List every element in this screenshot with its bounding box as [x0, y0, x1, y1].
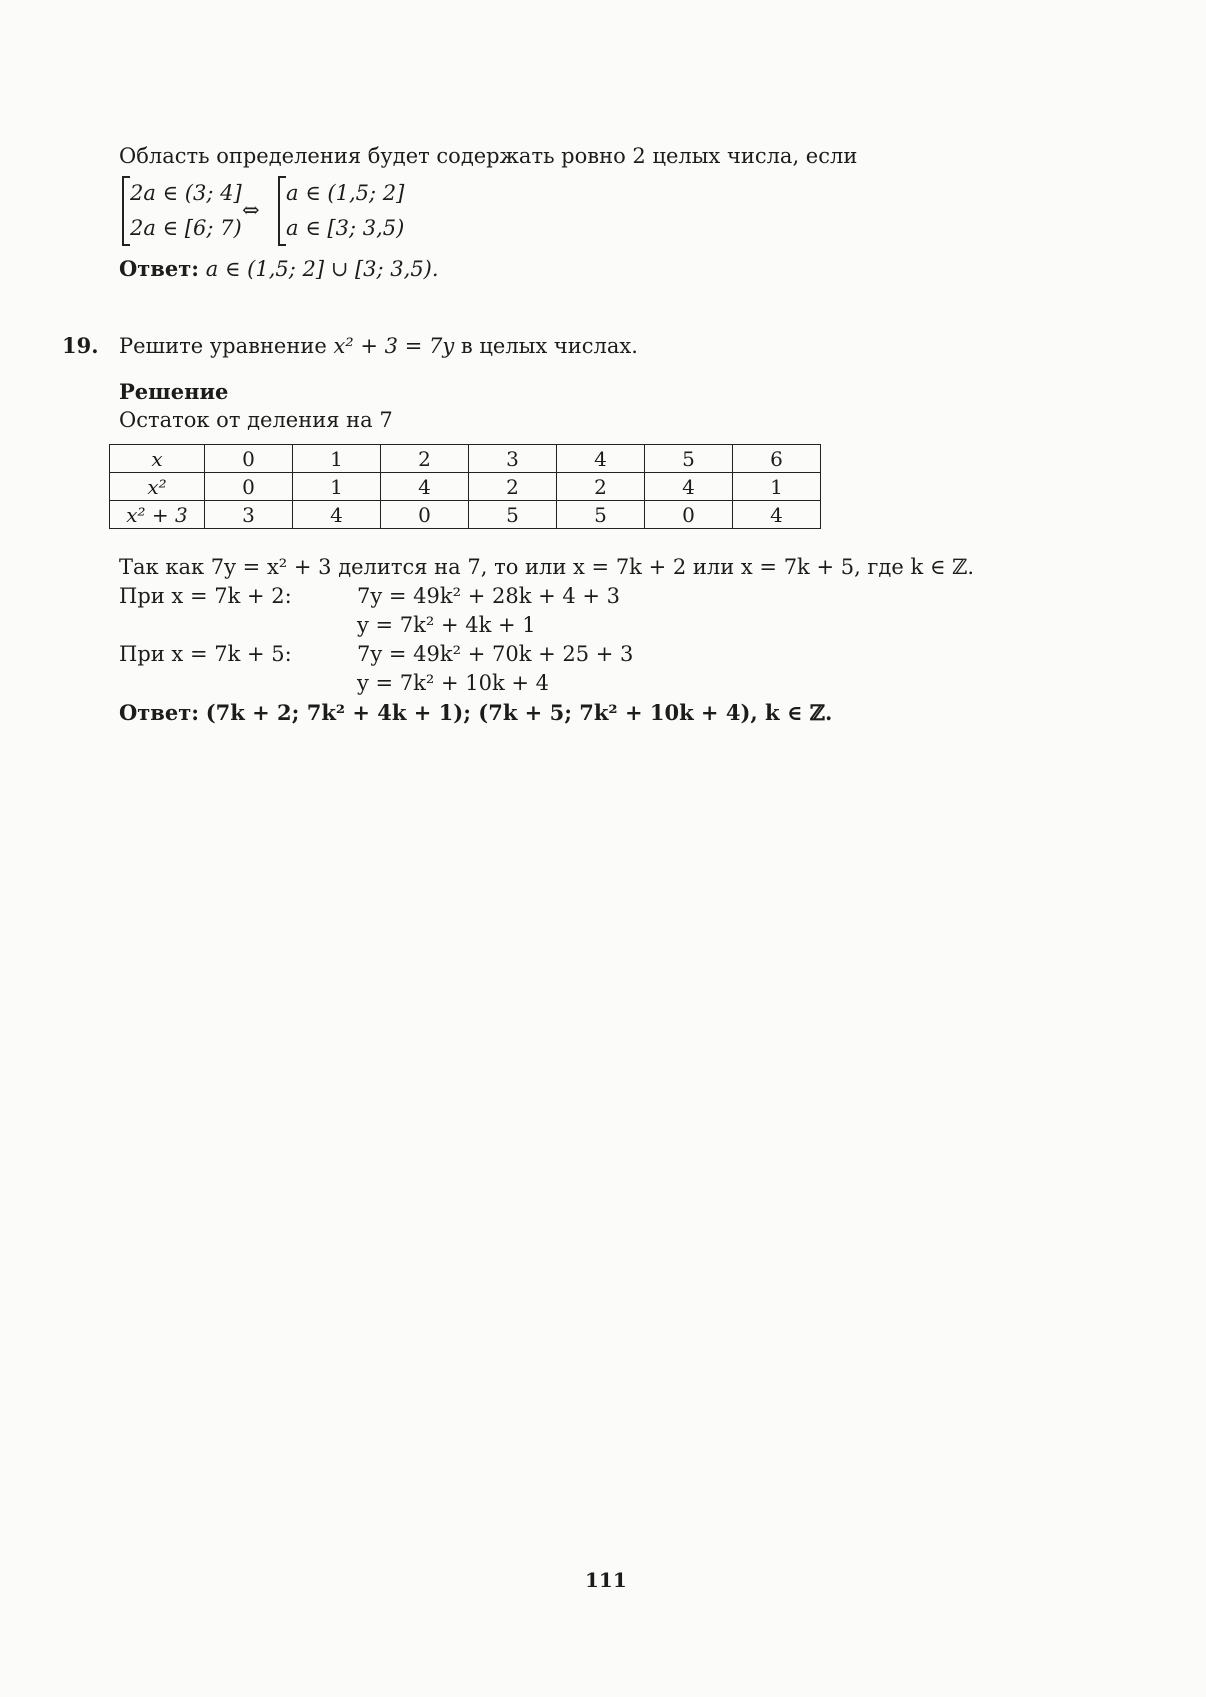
- page-number: 111: [585, 1568, 627, 1592]
- table-cell: 5: [469, 501, 557, 529]
- table-cell: 5: [645, 445, 733, 473]
- table-cell: 2: [557, 473, 645, 501]
- table-cell: 1: [293, 445, 381, 473]
- table-row: [110, 473, 821, 501]
- solution-heading: Решение: [119, 379, 229, 404]
- final-answer-value: (7k + 2; 7k² + 4k + 1); (7k + 5; 7k² + 10k + 4), k ∈ ℤ.: [205, 700, 833, 725]
- prev-answer: [119, 255, 439, 283]
- because-line: Так как 7y = x² + 3 делится на 7, то или x = 7k + 2 или x = 7k + 5, где k ∈ ℤ.: [119, 555, 975, 579]
- table-header-cell: x: [110, 445, 205, 473]
- table-cell: 0: [205, 445, 293, 473]
- problem-number: 19.: [62, 333, 99, 358]
- table-caption: Остаток от деления на 7: [119, 408, 393, 432]
- case2-line2: y = 7k² + 10k + 4: [357, 671, 550, 695]
- case2-line1: 7y = 49k² + 70k + 25 + 3: [357, 642, 634, 666]
- system-right-line-1: a ∈ (1,5; 2]: [286, 181, 405, 205]
- table-cell: 0: [381, 501, 469, 529]
- table-header-cell: x² + 3: [110, 501, 205, 529]
- prev-answer-value: a ∈ (1,5; 2] ∪ [3; 3,5).: [205, 257, 439, 281]
- system-left-line-2: 2a ∈ [6; 7): [130, 216, 242, 240]
- remainder-table: [109, 444, 821, 529]
- table-cell: 4: [733, 501, 821, 529]
- table-cell: 1: [293, 473, 381, 501]
- table-cell: 0: [645, 501, 733, 529]
- table-cell: 2: [469, 473, 557, 501]
- case1-line2: y = 7k² + 4k + 1: [357, 613, 536, 637]
- table-row: [110, 445, 821, 473]
- final-answer-label: Ответ:: [119, 700, 200, 725]
- table-cell: 3: [469, 445, 557, 473]
- table-header-cell: x²: [110, 473, 205, 501]
- system-right-line-2: a ∈ [3; 3,5): [286, 216, 405, 240]
- case1-line1: 7y = 49k² + 28k + 4 + 3: [357, 584, 621, 608]
- table-cell: 2: [381, 445, 469, 473]
- table-cell: 1: [733, 473, 821, 501]
- table-cell: 6: [733, 445, 821, 473]
- problem-equation: x² + 3 = 7y: [333, 334, 455, 358]
- table-cell: 5: [557, 501, 645, 529]
- system-right: [278, 176, 404, 246]
- problem-text-post: в целых числах.: [454, 334, 638, 358]
- table-cell: 0: [205, 473, 293, 501]
- case2-label: При x = 7k + 5:: [119, 642, 292, 666]
- table-row: [110, 501, 821, 529]
- table-cell: 4: [557, 445, 645, 473]
- domain-intro: Область определения будет содержать ровно 2 целых числа, если: [119, 144, 858, 168]
- problem-statement: [119, 332, 638, 360]
- problem-text-pre: Решите уравнение: [119, 334, 334, 358]
- system-left: [122, 176, 242, 246]
- table-cell: 3: [205, 501, 293, 529]
- table-cell: 4: [381, 473, 469, 501]
- table-cell: 4: [645, 473, 733, 501]
- table-cell: 4: [293, 501, 381, 529]
- case1-label: При x = 7k + 2:: [119, 584, 292, 608]
- final-answer: [119, 699, 832, 727]
- system-left-line-1: 2a ∈ (3; 4]: [130, 181, 242, 205]
- equivalence-sign: ⇔: [242, 198, 260, 222]
- prev-answer-label: Ответ:: [119, 256, 200, 281]
